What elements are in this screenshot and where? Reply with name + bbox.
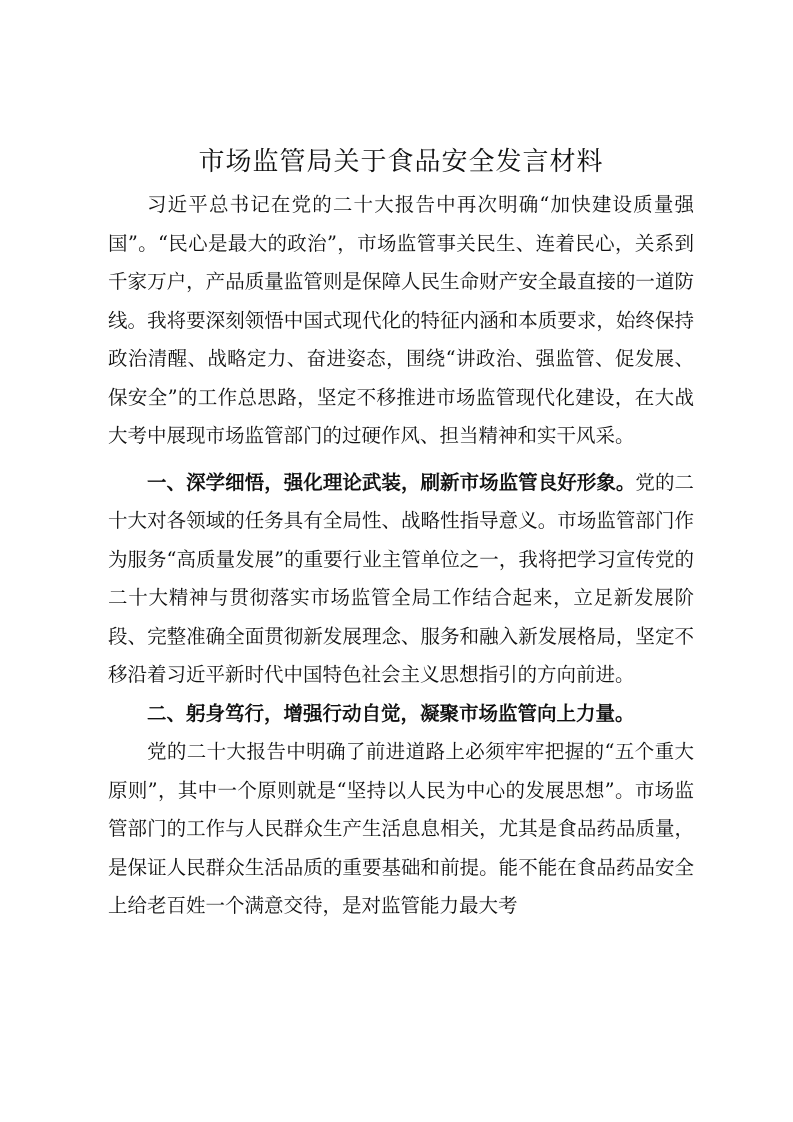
document-page xyxy=(108,138,694,926)
section-1-heading: 一、深学细悟，强化理论武装，刷新市场监管良好形象。 xyxy=(147,470,636,494)
section-1-paragraph xyxy=(108,464,694,695)
document-title: 市场监管局关于食品安全发言材料 xyxy=(198,147,604,177)
section-2-heading: 二、躬身笃行，增强行动自觉，凝聚市场监管向上力量。 xyxy=(147,701,635,725)
intro-paragraph: 习近平总书记在党的二十大报告中再次明确“加快建设质量强国”。“民心是最大的政治”，市场监管事关民生、连着民心，关系到千家万户，产品质量监管则是保障人民生命财产安全最直接的一道防线。我将要深刻领悟中国式现代化的特征内涵和本质要求，始终保持政治清醒、战略定力、奋进姿态，围绕“讲政治、强监管、促发展、保安全”的工作总思路，坚定不移推进市场监管现代化建设，在大战大考中展现市场监管部门的过硬作风、担当精神和实干风采。 xyxy=(108,193,694,447)
section-1-body: 党的二十大对各领域的任务具有全局性、战略性指导意义。市场监管部门作为服务“高质量发展”的重要行业主管单位之一，我将把学习宣传党的二十大精神与贯彻落实市场监管全局工作结合起来，立足新发展阶段、完整准确全面贯彻新发展理念、服务和融入新发展格局，坚定不移沿着习近平新时代中国特色社会主义思想指引的方向前进。 xyxy=(108,470,694,686)
section-2-body: 党的二十大报告中明确了前进道路上必须牢牢把握的“五个重大原则”，其中一个原则就是“坚持以人民为中心的发展思想”。市场监管部门的工作与人民群众生产生活息息相关，尤其是食品药品质量，是保证人民群众生活品质的重要基础和前提。能不能在食品药品安全上给老百姓一个满意交待，是对监管能力最大考 xyxy=(108,740,694,917)
